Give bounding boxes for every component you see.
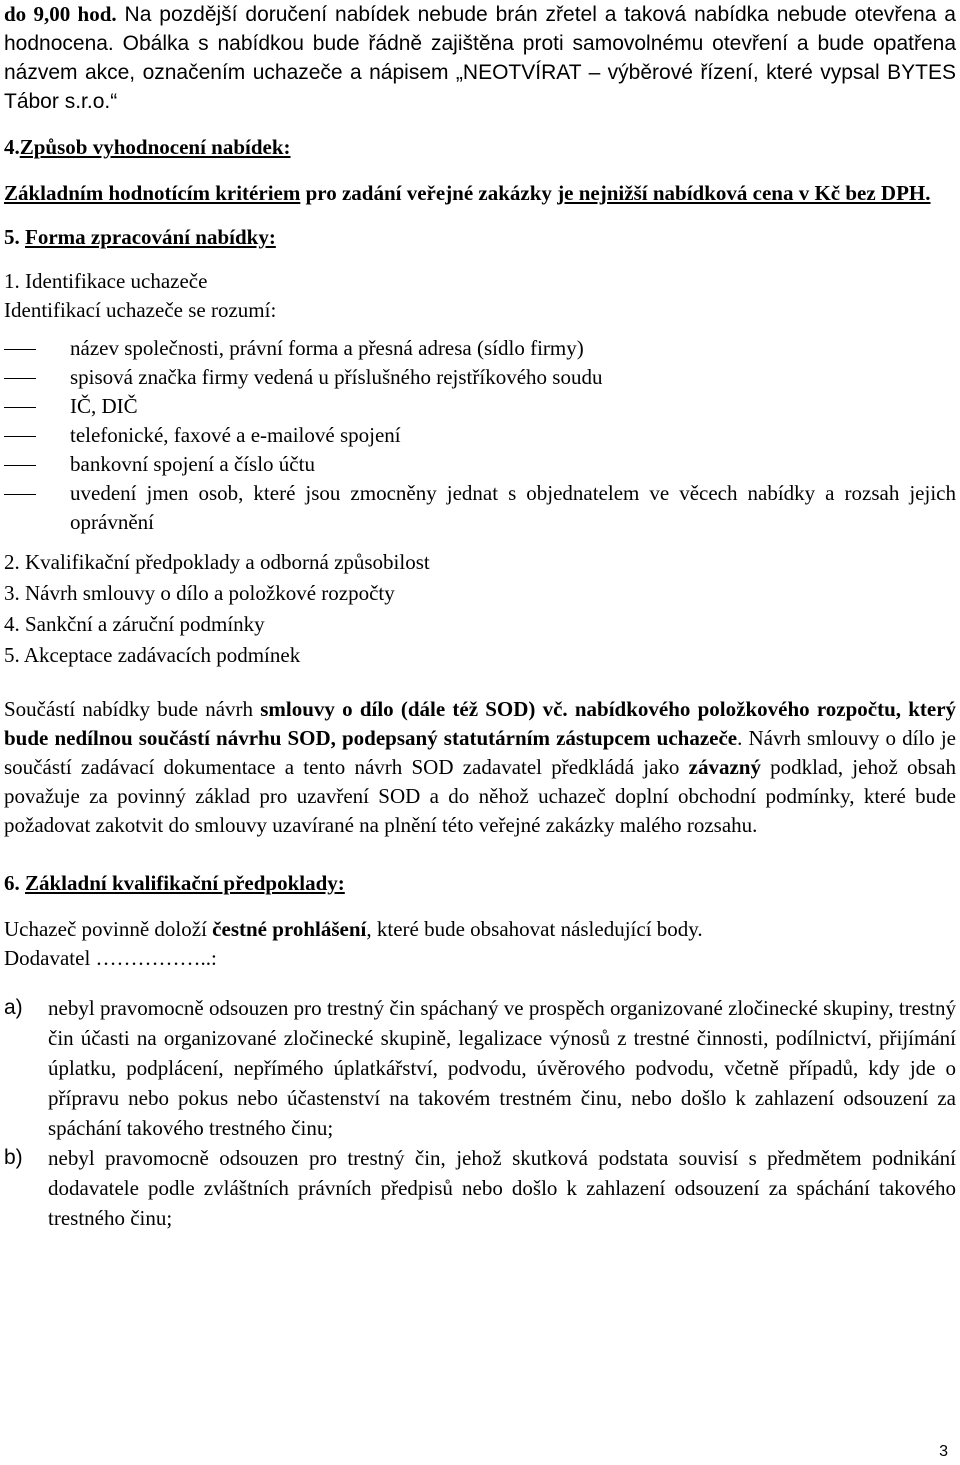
criterion-underlined-2: je nejnižší nabídková cena v Kč bez DPH. xyxy=(557,181,931,205)
section6-intro xyxy=(4,915,956,944)
section4-heading xyxy=(4,133,956,162)
sod-bold-2: závazný xyxy=(688,755,761,779)
intro-paragraph xyxy=(4,0,956,116)
list-item: název společnosti, právní forma a přesná adresa (sídlo firmy) xyxy=(4,334,956,363)
qualification-list xyxy=(4,993,956,1233)
intro-bold: čestné prohlášení xyxy=(212,917,367,941)
supplier-line: Dodavatel ……………..: xyxy=(4,946,217,970)
identification-intro: Identifikací uchazeče se rozumí: xyxy=(4,298,277,322)
form-numbered-list xyxy=(4,547,956,671)
list-item: bankovní spojení a číslo účtu xyxy=(4,450,956,479)
criterion-underlined: Základním hodnotícím kritériem xyxy=(4,181,301,205)
section5-heading xyxy=(4,223,956,252)
page-number: 3 xyxy=(939,1443,948,1460)
item-marker: b) xyxy=(4,1146,23,1169)
list-item: 2. Kvalifikační předpoklady a odborná způsobilost xyxy=(4,550,430,574)
list-item xyxy=(4,993,956,1143)
item-marker: a) xyxy=(4,996,23,1019)
identification-heading: 1. Identifikace uchazeče xyxy=(4,269,208,293)
section5-title: Forma zpracování nabídky: xyxy=(25,225,276,249)
section4-title: Způsob vyhodnocení nabídek: xyxy=(19,135,291,159)
section6-number: 6. xyxy=(4,871,20,895)
list-item: spisová značka firmy vedená u příslušného rejstříkového soudu xyxy=(4,363,956,392)
sod-text-1: Součástí nabídky bude návrh xyxy=(4,697,261,721)
section6-heading xyxy=(4,869,956,898)
item-text: nebyl pravomocně odsouzen pro trestný čin spáchaný ve prospěch organizované zločinecké skupiny, trestný čin účasti na organizované zločinecké skupině, legalizace výnosů z trestné činnosti, podílnictví, přijímání úplatku, podplácení, nepřímého úplatkářství, podvodu, úvěrového podvodu, včetně případů, kdy jde o přípravu nebo pokus nebo účastenství na takovém trestném činu, nebo došlo k zahlazení odsouzení za spáchání takového trestného činu; xyxy=(48,996,956,1140)
list-item xyxy=(4,1143,956,1233)
criterion-middle: pro zadání veřejné zakázky xyxy=(300,181,558,205)
intro-text-2: , které bude obsahovat následující body. xyxy=(366,917,703,941)
intro-bold-prefix: do 9,00 hod. xyxy=(4,2,117,26)
list-item: uvedení jmen osob, které jsou zmocněny jednat s objednatelem ve věcech nabídky a rozsah jejich oprávnění xyxy=(4,479,956,537)
sod-bold-1: smlouvy o dílo (dále též SOD) vč. nabídkového položkového rozpočtu, který bude nedílnou součástí návrhu SOD, podepsaný statutárním zástupcem uchazeče xyxy=(4,697,957,750)
sod-paragraph xyxy=(4,695,956,840)
document-page xyxy=(4,0,956,1233)
section5-number: 5. xyxy=(4,225,20,249)
section4-number: 4. xyxy=(4,135,20,159)
list-item: 4. Sankční a záruční podmínky xyxy=(4,612,265,636)
section6-title: Základní kvalifikační předpoklady: xyxy=(25,871,345,895)
identification-list xyxy=(4,334,956,537)
list-item: telefonické, faxové a e-mailové spojení xyxy=(4,421,956,450)
list-item: IČ, DIČ xyxy=(4,392,956,421)
section4-criterion xyxy=(4,179,956,208)
list-item: 3. Návrh smlouvy o dílo a položkové rozpočty xyxy=(4,581,395,605)
sod-text-2: . Návrh smlouvy o dílo je součástí zadávací dokumentace a tento návrh SOD zadavatel předkládá jako xyxy=(4,726,956,779)
sod-text-3: podklad, jehož obsah považuje za povinný základ pro uzavření SOD a do něhož uchazeč doplní obchodní podmínky, které bude požadovat zakotvit do smlouvy uzavírané na plnění této veřejné zakázky malého rozsahu. xyxy=(4,755,956,837)
intro-text: Na pozdější doručení nabídek nebude brán zřetel a taková nabídka nebude otevřena a hodnocena. Obálka s nabídkou bude řádně zajištěna proti samovolnému otevření a bude opatřena názvem akce, označením uchazeče a nápisem „NEOTVÍRAT – výběrové řízení, které vypsal BYTES Tábor s.r.o.“ xyxy=(4,3,956,113)
item-text: nebyl pravomocně odsouzen pro trestný čin, jehož skutková podstata souvisí s předmětem podnikání dodavatele podle zvláštních právních předpisů nebo došlo k zahlazení odsouzení za spáchání takového trestného činu; xyxy=(48,1146,956,1230)
list-item: 5. Akceptace zadávacích podmínek xyxy=(4,643,301,667)
intro-text-1: Uchazeč povinně doloží xyxy=(4,917,213,941)
